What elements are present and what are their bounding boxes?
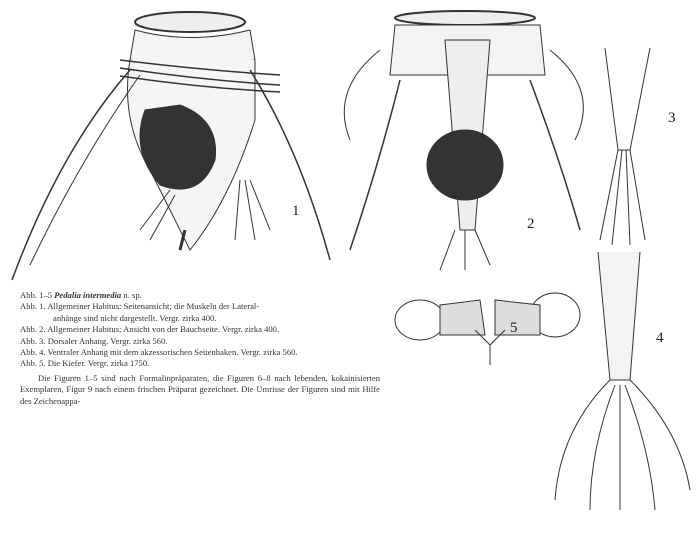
- figure-4-ventral-appendage: [555, 252, 690, 510]
- figure-5-label: 5: [510, 320, 518, 336]
- species-name: Pedalia intermedia: [54, 290, 122, 300]
- figure-4-label: 4: [656, 330, 664, 346]
- caption-heading-suffix: n. sp.: [123, 290, 142, 300]
- caption-line: Abb. 2. Allgemeiner Habitus; Ansicht von der Bauchseite. Vergr. zirka 400.: [20, 324, 280, 335]
- caption-heading: [20, 290, 380, 301]
- body-paragraph: Die Figuren 1–5 sind nach Formalinpräparaten, die Figuren 6–8 nach lebenden, kokainisierten Exemplaren, Figur 9 nach einem frischen Präparat gezeichnet. Die Umrisse der Figuren sind mit Hilfe des Zeichenappa-: [20, 372, 380, 406]
- figure-2-label: 2: [527, 216, 535, 232]
- figure-3-label: 3: [668, 110, 676, 126]
- caption-line: anhänge sind nicht dargestellt. Vergr. zirka 400.: [53, 312, 217, 323]
- figure-caption: [20, 290, 380, 407]
- caption-line: Abb. 5. Die Kiefer. Vergr. zirka 1750.: [20, 358, 150, 369]
- caption-heading-prefix: Abb. 1–5: [20, 290, 52, 300]
- figure-2-ventral-view: [344, 11, 583, 270]
- caption-line: Abb. 3. Dorsaler Anhang. Vergr. zirka 560.: [20, 335, 168, 346]
- caption-line: Abb. 4. Ventraler Anhang mit dem akzessorischen Seitenhaken. Vergr. zirka 560.: [20, 347, 298, 358]
- figure-5-jaws: [395, 293, 580, 365]
- figure-1-label: 1: [292, 203, 300, 219]
- figure-3-dorsal-appendage: [600, 48, 650, 245]
- caption-line: Abb. 1. Allgemeiner Habitus: Seitenansicht; die Muskeln der Lateral-: [20, 301, 260, 312]
- figure-1-lateral-view: [12, 12, 330, 280]
